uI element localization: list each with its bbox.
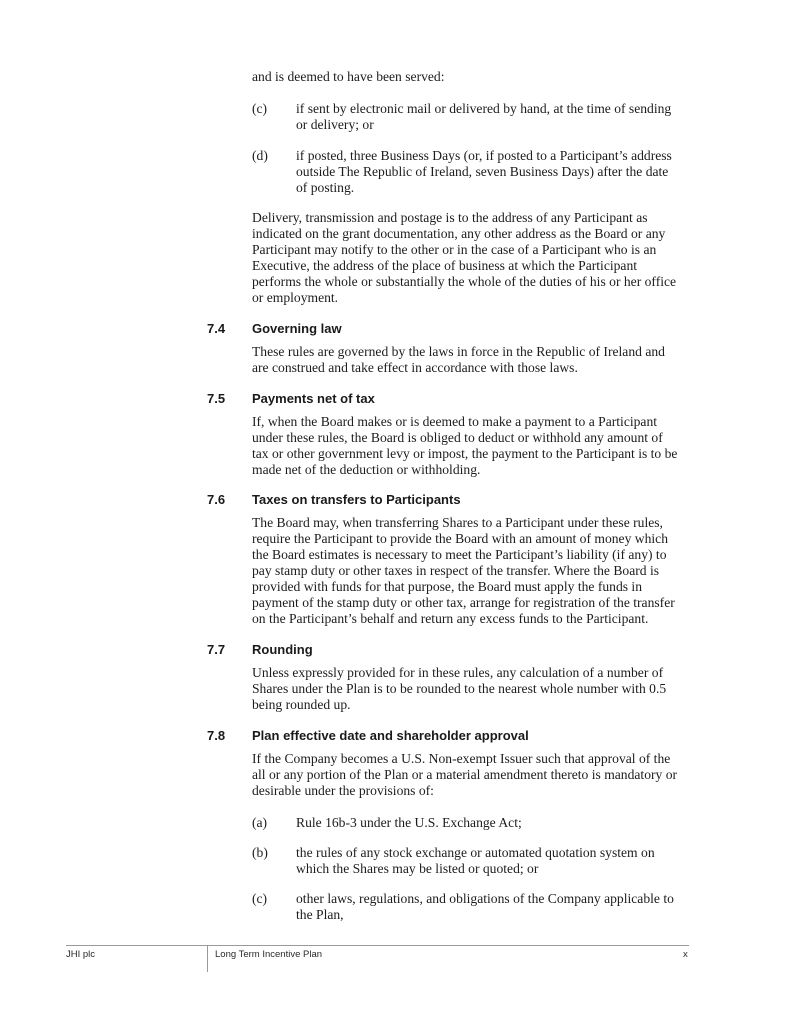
text-line: These rules are governed by the laws in force in the Republic of Ireland and bbox=[252, 344, 665, 359]
section-title: Payments net of tax bbox=[252, 391, 375, 406]
text-line: Rule 16b-3 under the U.S. Exchange Act; bbox=[296, 815, 522, 830]
text-line: require the Participant to provide the Board with an amount of money which bbox=[252, 531, 669, 546]
text-line: performs the whole or substantially the whole of the duties of his or her office bbox=[252, 274, 677, 289]
text-line: desirable under the provisions of: bbox=[252, 783, 434, 798]
intro-line: and is deemed to have been served: bbox=[252, 69, 445, 84]
text-line: which the Shares may be listed or quoted; or bbox=[296, 861, 539, 876]
text-line: The Board may, when transferring Shares to a Participant under these rules, bbox=[252, 515, 663, 530]
footer-divider bbox=[207, 945, 208, 972]
text-line: If the Company becomes a U.S. Non-exempt Issuer such that approval of the bbox=[252, 751, 671, 766]
text-line: Executive, the address of the place of business at which the Participant bbox=[252, 258, 638, 273]
text-line: outside The Republic of Ireland, seven Business Days) after the date bbox=[296, 164, 669, 179]
list-text bbox=[296, 891, 692, 923]
section-number: 7.4 bbox=[207, 321, 226, 336]
text-line: If, when the Board makes or is deemed to make a payment to a Participant bbox=[252, 414, 658, 429]
text-line: Delivery, transmission and postage is to the address of any Participant as bbox=[252, 210, 648, 225]
footer-document-title: Long Term Incentive Plan bbox=[215, 949, 323, 960]
text-line: tax or other government levy or impost, the payment to the Participant is to be bbox=[252, 446, 678, 461]
text-line: if posted, three Business Days (or, if posted to a Participant’s address bbox=[296, 148, 672, 163]
text-line: provided with funds for that purpose, the Board must apply the funds in bbox=[252, 579, 643, 594]
section-title: Governing law bbox=[252, 321, 342, 336]
footer-company: JHI plc bbox=[66, 949, 96, 960]
section-title: Plan effective date and shareholder approval bbox=[252, 728, 529, 743]
section-title: Rounding bbox=[252, 642, 313, 657]
text-line: all or any portion of the Plan or a material amendment thereto is mandatory or bbox=[252, 767, 678, 782]
list-label: (d) bbox=[252, 148, 268, 163]
text-line: payment of the stamp duty or other tax, arrange for registration of the transfer bbox=[252, 595, 675, 610]
list-text bbox=[296, 148, 692, 196]
list-text bbox=[296, 845, 692, 877]
section-body-7-7 bbox=[252, 665, 692, 713]
text-line: other laws, regulations, and obligations of the Company applicable to bbox=[296, 891, 674, 906]
text-line: the Board estimates is necessary to meet the Participant’s liability (if any) to bbox=[252, 547, 667, 562]
text-line: are construed and take effect in accordance with those laws. bbox=[252, 360, 578, 375]
text-line: or employment. bbox=[252, 290, 339, 305]
text-line: pay stamp duty or other taxes in respect of the transfer. Where the Board is bbox=[252, 563, 660, 578]
text-line: the rules of any stock exchange or automated quotation system on bbox=[296, 845, 655, 860]
text-line: indicated on the grant documentation, any other address as the Board or any bbox=[252, 226, 666, 241]
delivery-paragraph bbox=[252, 210, 692, 306]
section-body-7-6 bbox=[252, 515, 692, 627]
text-line: Participant may notify to the other or in the case of a Participant who is an bbox=[252, 242, 657, 257]
text-line: the Plan, bbox=[296, 907, 344, 922]
section-body-7-8 bbox=[252, 751, 692, 799]
text-line: if sent by electronic mail or delivered by hand, at the time of sending bbox=[296, 101, 672, 116]
section-body-7-5 bbox=[252, 414, 692, 478]
list-label: (b) bbox=[252, 845, 268, 860]
list-text bbox=[296, 815, 692, 831]
list-label: (c) bbox=[252, 891, 268, 906]
list-text bbox=[296, 101, 692, 133]
footer-page-number: x bbox=[683, 949, 688, 960]
section-title: Taxes on transfers to Participants bbox=[252, 492, 461, 507]
text-line: under these rules, the Board is obliged to deduct or withhold any amount of bbox=[252, 430, 663, 445]
footer-rule bbox=[66, 945, 689, 946]
text-line: on the Participant’s behalf and return any excess funds to the Participant. bbox=[252, 611, 649, 626]
list-label: (a) bbox=[252, 815, 268, 830]
text-line: of posting. bbox=[296, 180, 355, 195]
section-number: 7.6 bbox=[207, 492, 226, 507]
text-line: Unless expressly provided for in these rules, any calculation of a number of bbox=[252, 665, 664, 680]
section-body-7-4 bbox=[252, 344, 692, 376]
text-line: being rounded up. bbox=[252, 697, 351, 712]
list-label: (c) bbox=[252, 101, 268, 116]
section-number: 7.5 bbox=[207, 391, 226, 406]
section-number: 7.7 bbox=[207, 642, 226, 657]
text-line: or delivery; or bbox=[296, 117, 374, 132]
text-line: made net of the deduction or withholding. bbox=[252, 462, 481, 477]
text-line: Shares under the Plan is to be rounded to the nearest whole number with 0.5 bbox=[252, 681, 667, 696]
section-number: 7.8 bbox=[207, 728, 226, 743]
